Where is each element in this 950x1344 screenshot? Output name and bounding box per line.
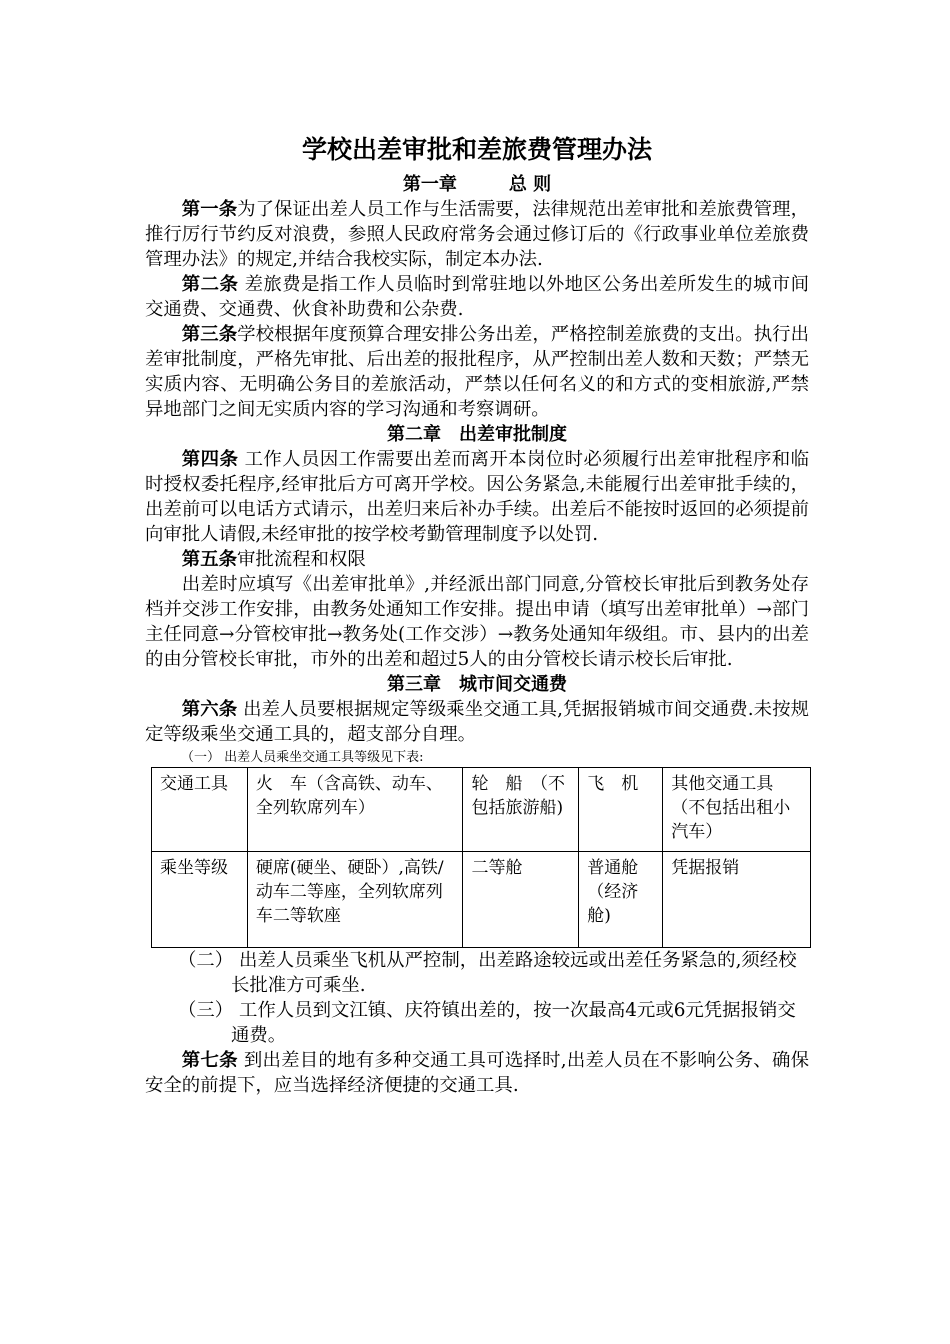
transport-grade-table	[151, 767, 811, 948]
article-1-head: 第一条	[181, 199, 238, 220]
table-caption: （一） 出差人员乘坐交通工具等级见下表:	[181, 750, 424, 765]
chapter-1-name: 总 则	[508, 174, 552, 195]
table-cell: 二等舱	[463, 852, 579, 948]
table-cell: 乘坐等级	[152, 852, 248, 948]
article-2-head: 第二条	[181, 274, 239, 295]
article-6	[145, 697, 809, 747]
article-5-body: 出差时应填写《出差审批单》,并经派出部门同意,分管校长审批后到教务处存档并交涉工作安排，由教务处通知工作安排。提出申请（填写出差审批单）→部门主任同意→分管校审批→教务处(工作交涉）→教务处通知年级组。市、县内的出差的由分管校长审批，市外的出差和超过5人的由分管校长请示校长后审批.	[145, 574, 809, 670]
chapter-3-heading	[145, 672, 809, 697]
chapter-3-name: 城市间交通费	[459, 674, 567, 695]
table-cell: 轮 船 （不包括旅游船)	[463, 768, 579, 852]
article-2	[145, 272, 809, 322]
document-title: 学校出差审批和差旅费管理办法	[301, 135, 652, 164]
table-cell: 交通工具	[152, 768, 248, 852]
table-cell: 火 车（含高铁、动车、全列软席列车）	[247, 768, 463, 852]
article-4-text: 工作人员因工作需要出差而离开本岗位时必须履行出差审批程序和临时授权委托程序,经审批后方可离开学校。因公务紧急,未能履行出差审批手续的，出差前可以电话方式请示，出差归来后补办手续。出差后不能按时返回的必须提前向审批人请假,未经审批的按学校考勤管理制度予以处罚.	[145, 449, 809, 545]
chapter-1-heading	[145, 172, 809, 197]
chapter-2-label: 第二章	[387, 424, 441, 445]
article-5-head: 第五条	[181, 549, 237, 570]
table-cell: 普通舱（经济舱)	[579, 852, 663, 948]
article-5-text: 审批流程和权限	[236, 549, 366, 570]
table-cell: 硬席(硬坐、硬卧）,高铁/动车二等座，全列软席列车二等软座	[247, 852, 463, 948]
chapter-3-label: 第三章	[387, 674, 441, 695]
chapter-2-name: 出差审批制度	[459, 424, 567, 445]
item-2: （二） 出差人员乘坐飞机从严控制，出差路途较远或出差任务紧急的,须经校长批准方可乘坐.	[178, 950, 797, 996]
document-page	[145, 128, 809, 1098]
article-1-text: 为了保证出差人员工作与生活需要，法律规范出差审批和差旅费管理，推行厉行节约反对浪费，参照人民政府常务会通过修订后的《行政事业单位差旅费管理办法》的规定,并结合我校实际，制定本办法.	[145, 199, 809, 270]
article-5	[145, 547, 809, 572]
table-cell: 飞 机	[579, 768, 663, 852]
article-7	[145, 1048, 809, 1098]
article-3	[145, 322, 809, 422]
chapter-2-heading	[145, 422, 809, 447]
article-6-head: 第六条	[181, 699, 238, 720]
article-3-head: 第三条	[181, 324, 238, 345]
article-7-text: 到出差目的地有多种交通工具可选择时,出差人员在不影响公务、确保安全的前提下，应当选择经济便捷的交通工具.	[145, 1050, 809, 1096]
article-4	[145, 447, 809, 547]
table-cell: 其他交通工具（不包括出租小汽车）	[663, 768, 811, 852]
item-3: （三） 工作人员到文江镇、庆符镇出差的，按一次最高4元或6元凭据报销交通费。	[178, 1000, 796, 1046]
article-1	[145, 197, 809, 272]
table-row	[152, 852, 811, 948]
article-2-text: 差旅费是指工作人员临时到常驻地以外地区公务出差所发生的城市间交通费、交通费、伙食补助费和公杂费.	[145, 274, 809, 320]
article-6-text: 出差人员要根据规定等级乘坐交通工具,凭据报销城市间交通费.未按规定等级乘坐交通工具的，超支部分自理。	[145, 699, 809, 745]
article-3-text: 学校根据年度预算合理安排公务出差，严格控制差旅费的支出。执行出差审批制度，严格先审批、后出差的报批程序，从严控制出差人数和天数；严禁无实质内容、无明确公务目的差旅活动，严禁以任何名义的和方式的变相旅游,严禁异地部门之间无实质内容的学习沟通和考察调研。	[145, 324, 809, 420]
table-cell: 凭据报销	[663, 852, 811, 948]
article-4-head: 第四条	[181, 449, 239, 470]
article-7-head: 第七条	[181, 1050, 238, 1071]
chapter-1-label: 第一章	[402, 174, 457, 195]
table-header-row	[152, 768, 811, 852]
